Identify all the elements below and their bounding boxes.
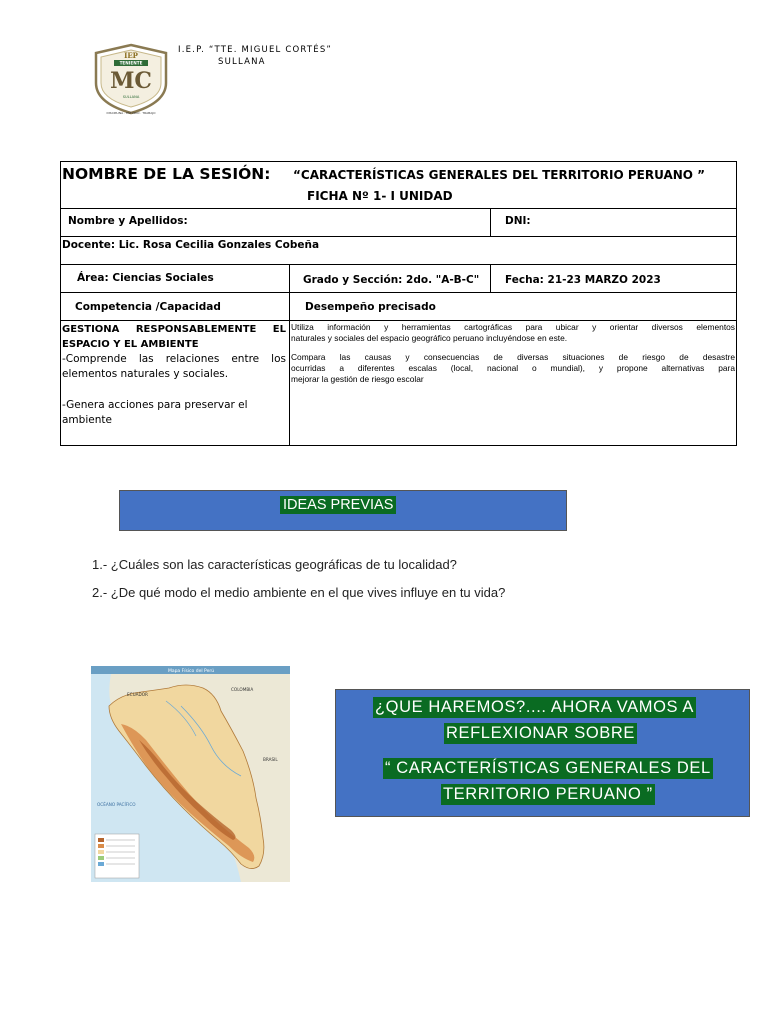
logo-top-text: IEP [124,51,138,60]
area-label: Área: Ciencias Sociales [77,272,214,284]
capacity-line: -Comprende las relaciones entre los [62,353,286,365]
performance-line: ocurridas a diferentes escalas (local, nacional o mundial), y propone alternativas para [291,363,735,373]
map-title: Mapa Físico del Perú [167,669,215,674]
map-legend [95,834,139,878]
peru-physical-map [91,666,290,882]
session-table [60,161,737,446]
session-title: “CARACTERÍSTICAS GENERALES DEL TERRITORIO PERUANO ” [293,168,706,182]
map-label-ecuador: ECUADOR [127,692,148,697]
capacity-line: elementos naturales y sociales. [62,368,229,380]
performance-line: Compara las causas y consecuencias de diversas situaciones de riesgo de desastre [291,352,735,362]
logo-monogram: MC [110,68,152,94]
teacher-name: Docente: Lic. Rosa Cecilia Gonzales Cobeña [62,239,320,251]
capacity-line: -Genera acciones para preservar el [62,399,248,411]
performance-line: mejorar la gestión de riesgo escolar [291,374,424,384]
session-label: NOMBRE DE LA SESIÓN: [62,165,271,183]
reflection-line: ¿QUE HAREMOS?.... AHORA VAMOS A [375,698,695,716]
competence-line: ESPACIO Y EL AMBIENTE [62,339,199,350]
map-label-ocean: OCÉANO PACÍFICO [97,802,136,807]
map-label-brasil: BRASIL [263,757,278,762]
map-label-colombia: COLOMBIA [231,687,254,692]
school-name: I.E.P. “TTE. MIGUEL CORTÉS” [178,45,333,55]
ideas-previas-label: IDEAS PREVIAS [280,496,396,514]
logo-city-text: SULLANA [122,95,140,99]
performance-line: Utiliza información y herramientas cartográficas para ubicar y orientar diversos elementos [291,322,735,332]
date-label: Fecha: 21-23 MARZO 2023 [505,274,661,286]
logo-sub-text: TENIENTE [119,60,143,66]
logo-footer-text: DISCIPLINA · ESTUDIO · TRABAJO [106,111,156,115]
question-item: 1.- ¿Cuáles son las características geográficas de tu localidad? [92,557,457,572]
capacity-line: ambiente [62,414,112,426]
school-logo [92,43,170,115]
reflection-line: “ CARACTERÍSTICAS GENERALES DEL [385,759,711,777]
school-city: SULLANA [218,57,266,67]
ficha-label: FICHA Nº 1- I UNIDAD [307,189,453,203]
performance-header: Desempeño precisado [305,301,436,313]
performance-line: naturales y sociales del espacio geográfico peruano incluyéndose en este. [291,333,568,343]
competence-text [62,322,286,428]
grade-section-label: Grado y Sección: 2do. "A-B-C" [303,274,480,286]
dni-field-label: DNI: [505,215,531,227]
competence-line: GESTIONA RESPONSABLEMENTE EL [62,324,286,335]
name-field-label: Nombre y Apellidos: [68,215,188,227]
competence-header: Competencia /Capacidad [75,301,221,313]
reflection-line: REFLEXIONAR SOBRE [446,724,635,742]
performance-text [291,322,735,385]
question-item: 2.- ¿De qué modo el medio ambiente en el que vives influye en tu vida? [92,585,506,600]
reflection-line: TERRITORIO PERUANO ” [443,785,653,803]
